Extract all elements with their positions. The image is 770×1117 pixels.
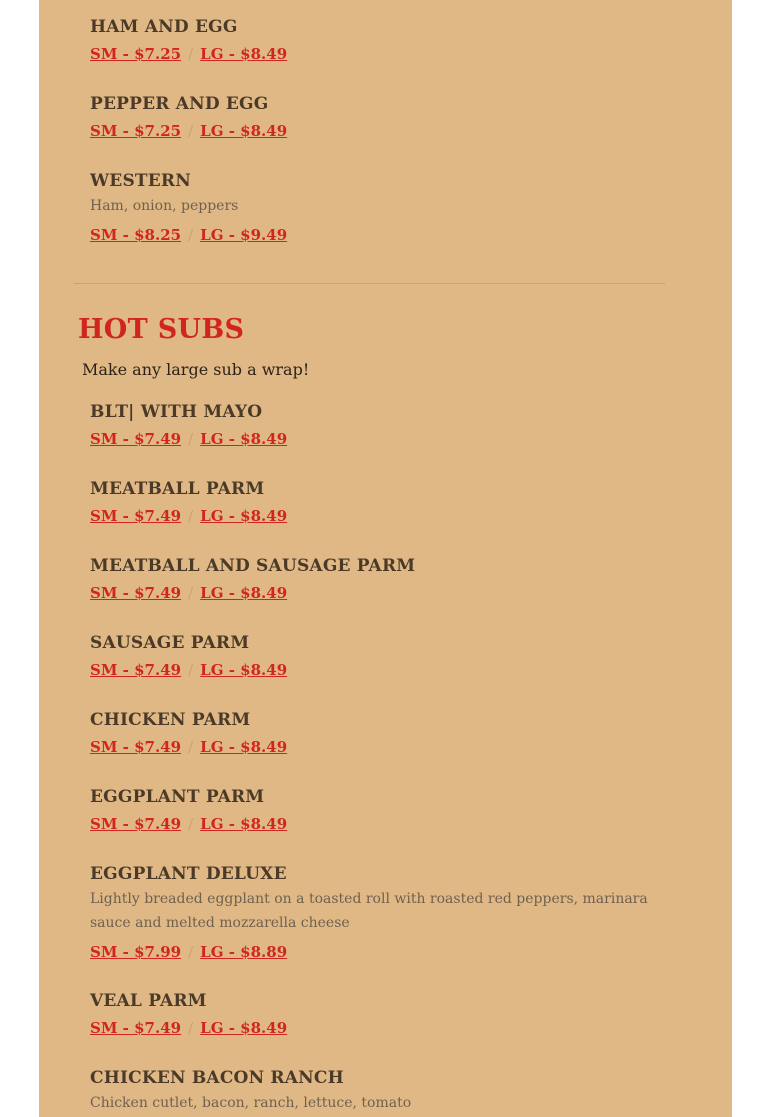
large-price-link[interactable]: LG - $8.49	[200, 815, 288, 833]
small-price-link[interactable]: SM - $7.25	[90, 122, 182, 140]
item-prices	[90, 226, 650, 244]
price-separator: /	[188, 738, 194, 756]
price-separator: /	[188, 943, 194, 961]
menu-panel	[39, 0, 732, 1117]
item-name: HAM AND EGG	[90, 17, 238, 37]
item-name: WESTERN	[90, 171, 192, 191]
price-separator: /	[188, 507, 194, 525]
small-price-link[interactable]: SM - $7.49	[90, 1019, 182, 1037]
item-prices	[90, 584, 415, 602]
item-prices	[90, 1019, 287, 1037]
item-name: MEATBALL PARM	[90, 479, 265, 499]
menu-item	[90, 171, 650, 244]
item-name: CHICKEN PARM	[90, 710, 251, 730]
price-separator: /	[188, 45, 194, 63]
small-price-link[interactable]: SM - $7.49	[90, 738, 182, 756]
small-price-link[interactable]: SM - $7.49	[90, 430, 182, 448]
large-price-link[interactable]: LG - $9.49	[200, 226, 288, 244]
section-divider	[74, 283, 665, 284]
item-name: EGGPLANT PARM	[90, 787, 265, 807]
menu-item	[90, 17, 287, 63]
small-price-link[interactable]: SM - $7.25	[90, 45, 182, 63]
item-name: PEPPER AND EGG	[90, 94, 269, 114]
large-price-link[interactable]: LG - $8.49	[200, 507, 288, 525]
menu-item	[90, 556, 415, 602]
menu-item	[90, 633, 287, 679]
item-prices	[90, 943, 650, 961]
price-separator: /	[188, 584, 194, 602]
small-price-link[interactable]: SM - $7.49	[90, 815, 182, 833]
section-note: Make any large sub a wrap!	[82, 360, 310, 379]
item-description: Chicken cutlet, bacon, ranch, lettuce, tomato	[90, 1095, 412, 1111]
large-price-link[interactable]: LG - $8.49	[200, 1019, 288, 1037]
small-price-link[interactable]: SM - $7.49	[90, 507, 182, 525]
large-price-link[interactable]: LG - $8.89	[200, 943, 288, 961]
item-description: Ham, onion, peppers	[90, 198, 239, 214]
item-description: Lightly breaded eggplant on a toasted roll with roasted red peppers, marinara sauce and melted mozzarella cheese	[90, 891, 648, 931]
menu-item	[90, 402, 287, 448]
price-separator: /	[188, 661, 194, 679]
item-prices	[90, 122, 287, 140]
item-name: VEAL PARM	[90, 991, 207, 1011]
small-price-link[interactable]: SM - $8.25	[90, 226, 182, 244]
section-title: HOT SUBS	[78, 314, 245, 345]
item-prices	[90, 661, 287, 679]
menu-item	[90, 991, 287, 1037]
large-price-link[interactable]: LG - $8.49	[200, 584, 288, 602]
price-separator: /	[188, 430, 194, 448]
small-price-link[interactable]: SM - $7.49	[90, 584, 182, 602]
item-prices	[90, 430, 287, 448]
item-prices	[90, 507, 287, 525]
menu-item	[90, 787, 287, 833]
menu-item	[90, 864, 650, 961]
small-price-link[interactable]: SM - $7.49	[90, 661, 182, 679]
item-name: MEATBALL AND SAUSAGE PARM	[90, 556, 416, 576]
menu-item	[90, 710, 287, 756]
price-separator: /	[188, 1019, 194, 1037]
item-name: CHICKEN BACON RANCH	[90, 1068, 344, 1088]
price-separator: /	[188, 815, 194, 833]
item-prices	[90, 738, 287, 756]
large-price-link[interactable]: LG - $8.49	[200, 661, 288, 679]
item-name: SAUSAGE PARM	[90, 633, 250, 653]
large-price-link[interactable]: LG - $8.49	[200, 122, 288, 140]
item-prices	[90, 45, 287, 63]
menu-item	[90, 1068, 650, 1115]
price-separator: /	[188, 226, 194, 244]
small-price-link[interactable]: SM - $7.99	[90, 943, 182, 961]
menu-item	[90, 479, 287, 525]
item-name: BLT| WITH MAYO	[90, 402, 263, 422]
price-separator: /	[188, 122, 194, 140]
large-price-link[interactable]: LG - $8.49	[200, 738, 288, 756]
menu-item	[90, 94, 287, 140]
item-prices	[90, 815, 287, 833]
item-name: EGGPLANT DELUXE	[90, 864, 287, 884]
large-price-link[interactable]: LG - $8.49	[200, 45, 288, 63]
large-price-link[interactable]: LG - $8.49	[200, 430, 288, 448]
